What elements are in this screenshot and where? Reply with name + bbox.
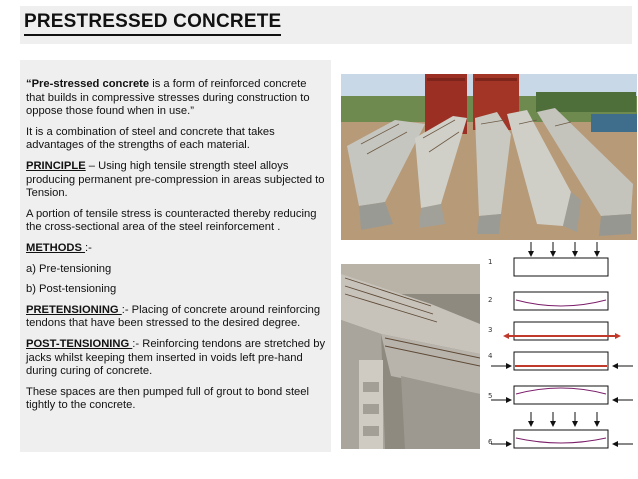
principle-text: – Using high tensile strength steel alloys producing permanent pre-compression in areas subjected to Tension. <box>26 159 325 200</box>
pretensioning-text: :- Placing of concrete around reinforcing tendons that have been stressed to the desired degree. <box>26 303 321 330</box>
beam-stage-1 <box>514 258 608 276</box>
beam-stage-4 <box>514 352 608 370</box>
step-number-6: 6 <box>488 438 493 446</box>
posttensioning-label: POST-TENSIONING <box>26 337 133 350</box>
definition-term: “Pre-stressed concrete <box>26 78 150 90</box>
beam-stage-5 <box>514 386 608 404</box>
step-number-2: 2 <box>488 296 493 304</box>
principle-label: PRINCIPLE <box>26 159 86 172</box>
methods-label: METHODS <box>26 241 86 254</box>
beam-ends-photo <box>341 264 480 449</box>
grout-paragraph: These spaces are then pumped full of grout to bond steel tightly to the concrete. <box>26 385 309 412</box>
step-number-1: 1 <box>488 258 493 266</box>
methods-suffix: :- <box>85 241 92 254</box>
beams-yard-photo <box>341 74 637 240</box>
methods-heading <box>26 242 326 256</box>
method-a: a) Pre-tensioning <box>26 262 112 275</box>
text-block <box>26 78 326 420</box>
posttensioning-paragraph <box>26 338 326 379</box>
step-number-5: 5 <box>488 392 493 400</box>
principle-paragraph <box>26 160 326 201</box>
step-number-4: 4 <box>488 352 493 360</box>
posttensioning-text: :- Reinforcing tendons are stretched by jacks whilst keeping them inserted in voids left pre-hand during curing of concrete. <box>26 337 326 378</box>
beam-stage-6 <box>514 430 608 448</box>
tensile-paragraph: A portion of tensile stress is counteracted thereby reducing the cross-sectional area of the steel reinforcement . <box>26 207 317 234</box>
page-title: PRESTRESSED CONCRETE <box>24 10 281 36</box>
beams-yard-illustration <box>341 74 637 240</box>
prestress-stages-diagram <box>483 240 638 455</box>
beam-stage-2 <box>514 292 608 310</box>
beam-ends-illustration <box>341 264 480 449</box>
prestress-stages-svg <box>483 240 638 455</box>
definition-text: is a form of reinforced concrete that builds in compressive stresses during construction to oppose those found when in use.” <box>26 78 310 118</box>
pretensioning-label: PRETENSIONING <box>26 303 122 316</box>
pretensioning-paragraph <box>26 304 326 331</box>
method-b: b) Post-tensioning <box>26 283 117 296</box>
step-number-3: 3 <box>488 326 493 334</box>
definition-paragraph <box>26 78 326 119</box>
combination-paragraph: It is a combination of steel and concrete that takes advantages of the strengths of each material. <box>26 125 275 152</box>
beam-stage-3 <box>514 322 608 340</box>
